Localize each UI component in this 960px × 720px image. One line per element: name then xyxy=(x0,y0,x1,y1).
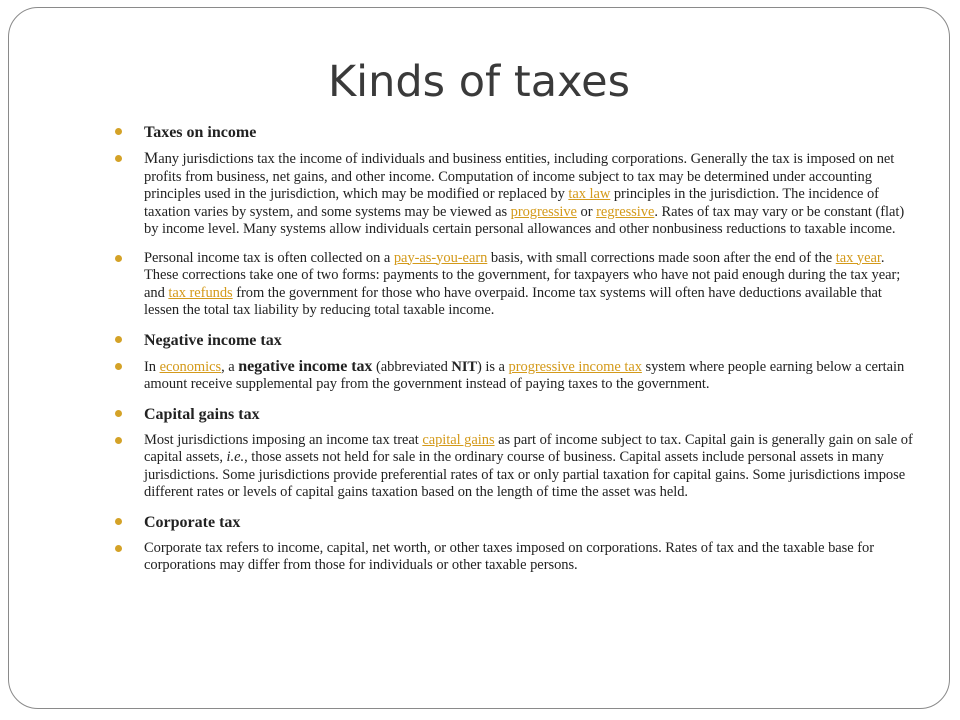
text-span: , those assets not held for sale in the ordinary course of business. Capital assets include personal assets in many jurisdictions. Some jurisdictions provide preferential rates of tax or only partial taxation for capital gains. Some jurisdictions impose different rates or levels of capital gains taxation based on the length of time the asset was held. xyxy=(144,449,906,500)
bullet-dot-icon xyxy=(115,128,122,135)
link-tax-law[interactable]: tax law xyxy=(568,186,611,202)
bold-term: negative income tax xyxy=(238,357,373,375)
bullet-heading-corporate xyxy=(115,513,915,532)
bold-abbreviation: NIT xyxy=(451,358,478,375)
bullet-heading-negative-income-tax xyxy=(115,331,915,350)
link-economics[interactable]: economics xyxy=(159,358,222,375)
bullet-dot-icon xyxy=(115,155,122,162)
link-tax-year[interactable]: tax year xyxy=(835,249,881,266)
text-span: In xyxy=(144,358,160,375)
text-span: basis, with small corrections made soon after the end of the xyxy=(487,249,836,266)
bullet-capital-paragraph xyxy=(115,432,915,502)
link-tax-refunds[interactable]: tax refunds xyxy=(168,284,233,301)
heading-text: Capital gains tax xyxy=(144,405,260,423)
slide-title: Kinds of taxes xyxy=(327,57,631,107)
text-span: principles in the jurisdiction. The incidence of taxation varies by system, and some systems may be viewed as xyxy=(144,186,879,220)
bullet-dot-icon xyxy=(115,255,122,262)
text-span: as part of income subject to tax. Capital gain is generally gain on sale of capital assets, xyxy=(144,431,913,465)
text-span: or xyxy=(576,203,597,220)
text-span: . Rates of tax may vary or be constant (flat) by income level. Many systems allow individuals certain personal allowances and other nonbusiness reductions to taxable income. xyxy=(144,203,905,237)
bullet-dot-icon xyxy=(115,545,122,552)
heading-text: Negative income tax xyxy=(144,331,282,349)
bullet-dot-icon xyxy=(115,336,122,343)
bullet-list xyxy=(115,123,915,586)
text-span: any jurisdictions tax the income of individuals and business entities, including corporations. Generally the tax is imposed on net profits from business, net gains, and other income. Computation of income subject to tax may be determined under accounting principles used in the jurisdiction, which may be modified or replaced by xyxy=(144,151,895,202)
bullet-nit-paragraph xyxy=(115,358,915,394)
text-span: from the government for those who have overpaid. Income tax systems will often have deductions available that lessen the total tax liability by reducing total taxable income. xyxy=(144,284,882,318)
text-span: (abbreviated xyxy=(372,358,452,375)
bullet-dot-icon xyxy=(115,518,122,525)
bullet-dot-icon xyxy=(115,437,122,444)
bullet-dot-icon xyxy=(115,363,122,370)
heading-text: Corporate tax xyxy=(144,513,241,531)
text-span: , a xyxy=(221,358,239,375)
text-span: Personal income tax is often collected on a xyxy=(144,249,394,266)
link-pay-as-you-earn[interactable]: pay-as-you-earn xyxy=(393,249,488,266)
italic-abbreviation: i.e. xyxy=(226,449,245,465)
text-span: system where people earning below a certain amount receive supplemental pay from the government instead of paying taxes to the government. xyxy=(144,358,905,392)
bullet-heading-capital-gains xyxy=(115,405,915,424)
bullet-heading-income xyxy=(115,123,915,142)
bullet-dot-icon xyxy=(115,410,122,417)
link-capital-gains[interactable]: capital gains xyxy=(422,431,495,448)
link-regressive[interactable]: regressive xyxy=(596,203,655,220)
drop-letter: M xyxy=(144,150,159,167)
text-span: ) is a xyxy=(477,358,509,375)
bullet-income-paragraph-2 xyxy=(115,250,915,320)
text-span: . These corrections take one of two forms: payments to the government, for taxpayers who have not paid enough during the tax year; and xyxy=(144,249,901,301)
bullet-income-paragraph-1 xyxy=(115,150,915,239)
text-span: Most jurisdictions imposing an income tax treat xyxy=(144,431,423,448)
heading-text: Taxes on income xyxy=(144,124,257,141)
link-progressive[interactable]: progressive xyxy=(510,203,577,220)
bullet-corporate-paragraph xyxy=(115,540,915,575)
text-span: Corporate tax refers to income, capital, net worth, or other taxes imposed on corporations. Rates of tax and the taxable base for corporations may differ from those for individuals or other taxable persons. xyxy=(144,539,874,573)
slide-frame xyxy=(8,7,950,709)
link-progressive-income-tax[interactable]: progressive income tax xyxy=(508,358,642,375)
